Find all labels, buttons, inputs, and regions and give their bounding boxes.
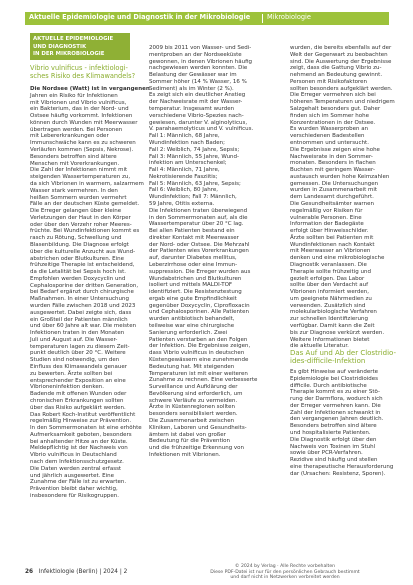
text-line: Wundinfektion nach Baden;	[149, 139, 225, 146]
text-line: Die Erreger vermehren sich bei	[290, 92, 376, 99]
text-line: austausch wurden hohe Keimzahlen	[290, 173, 390, 180]
text-line: verwenden. Zusätzlich sind	[290, 302, 366, 309]
text-line: suppression. Die Erreger wurden aus	[149, 268, 251, 275]
text-line: Information der Badegäste	[290, 221, 364, 228]
text-line: heißen Sommern wurden vermehrt	[30, 194, 127, 201]
text-line: entsprechender Exposition an eine	[30, 377, 126, 384]
text-line: sowie über PCR-Verfahren.	[290, 450, 363, 457]
text-line: Personen mit Risikofaktoren	[290, 78, 368, 85]
text-line: und jährlich ausgewertet. Eine	[30, 472, 114, 479]
text-line: Zunahme der Fälle ist zu erwarten.	[30, 479, 127, 486]
text-line: dar (Ursachen: Resistenz, Sporen).	[290, 470, 386, 477]
text-line: infektion am Unterschenkel;	[149, 160, 227, 167]
text-line: bis zur Diagnose verkürzt werden.	[290, 329, 385, 336]
text-line: vulnerable Personen. Eine	[290, 214, 362, 221]
text-line: Aufmerksamkeit geboten, besonders	[30, 431, 132, 438]
text-line: auf, darunter Diabetes mellitus,	[149, 255, 237, 262]
text-line: und über 60 Jahre alt war. Die meisten	[30, 323, 137, 330]
text-line: Fall 6: Weiblich, 80 Jahre,	[149, 187, 219, 194]
text-line: Besonders betroffen sind ältere	[290, 423, 377, 430]
text-line: ausgewertet. Dabei zeigte sich, dass	[30, 309, 132, 316]
text-line: insbesondere für Risikogruppen.	[30, 492, 119, 499]
text-line: temperatur. Insgesamt wurden	[149, 106, 235, 113]
header-separator	[262, 14, 263, 23]
text-line: nach dem Infektionsschutzgesetz.	[30, 458, 124, 465]
text-line: isoliert und mittels MALDI-TOF	[149, 282, 233, 289]
text-line: nachgewiesen werden konnten. Die	[149, 65, 248, 72]
text-line: gegenüber Doxycyclin, Ciprofloxacin	[149, 302, 250, 309]
text-line: Cephalosporine der dritten Generation,	[30, 282, 139, 289]
header-section: Mikrobiologie	[267, 13, 311, 21]
text-line: Bevölkerung sind erforderlich, um	[149, 390, 243, 397]
text-line: Ärzte sollten bei Patienten mit	[290, 234, 374, 241]
text-line: gewonnen, in denen Vibrionen häufig	[149, 58, 253, 65]
text-line: entnommen und untersucht.	[290, 139, 369, 146]
text-line: zeigt, dass die Gattung Vibrio zu-	[290, 65, 382, 72]
text-line: Studien sind notwendig, um den	[30, 357, 120, 364]
journal-citation: Infektiologie (Berlin) | 2024 | 2	[38, 569, 128, 575]
text-line: Vibrioneninfektion denken.	[30, 384, 104, 391]
text-line: Die Erreger gelangen über kleine	[30, 208, 122, 215]
text-line: mit Meerwasser an Vibrionen	[290, 248, 371, 255]
text-line: Vibrio vulnificus in Deutschland	[30, 452, 117, 459]
text-line: Wundabstrichen und Blutkulturen	[149, 275, 242, 282]
text-line: bei Bedarf ergänzt durch chirurgische	[30, 289, 134, 296]
subheading-line: ides-difficile-Infektion	[290, 357, 366, 365]
text-line: besonders sensibilisiert werden.	[149, 411, 238, 418]
text-line: Es zeigt sich ein deutlicher Anstieg	[149, 92, 246, 99]
text-line: rasch zu Rötung, Schwellung und	[30, 235, 122, 242]
text-line: ergab eine gute Empfindlichkeit	[149, 295, 237, 302]
copyright-credit	[185, 564, 385, 581]
text-line: Wassertemperatur über 20 °C lag.	[149, 221, 244, 228]
text-line: Maßnahmen. In einer Untersuchung	[30, 296, 129, 303]
text-column-3-continued	[290, 369, 393, 478]
text-line: Diagnostik veranlassen. Die	[290, 262, 367, 268]
text-line: frühzeitige Therapie ist entscheidend,	[30, 262, 135, 269]
text-line: über das Risiko aufgeklärt werden.	[30, 404, 126, 411]
text-line: nehmend an Bedeutung gewinnt.	[290, 72, 383, 79]
text-line: Menschen mit Vorerkrankungen.	[30, 160, 120, 167]
text-line: der Nachweisrate mit der Wasser-	[149, 99, 243, 106]
text-line: Belastung der Gewässer war im	[149, 72, 237, 79]
text-column-2	[149, 45, 257, 459]
article-title-line: sches Risiko des Klimawandels?	[30, 72, 136, 80]
text-line: Fälle an der deutschen Küste gemeldet.	[30, 201, 140, 208]
text-line: Die Gesundheitsämter warnen	[290, 200, 374, 207]
text-line: früchte. Bei Wundinfektionen kommt es	[30, 228, 140, 235]
text-line: Ärzte in Küstenregionen sollten	[149, 404, 235, 411]
text-line: monaten. Besonders in flachen	[290, 160, 376, 167]
text-line: verfügbar. Damit kann die Zeit	[290, 323, 375, 330]
text-line: Buchten mit geringem Wasser-	[290, 167, 375, 174]
text-line: Zahl der Infektionen schwankt in	[290, 409, 381, 416]
text-line: sind. Die Auswertung der Ergebnisse	[290, 58, 392, 65]
text-line: die aktuelle Literatur.	[290, 343, 349, 350]
section-label-box	[30, 33, 130, 60]
text-line: verschiedenen Badestellen	[290, 133, 365, 140]
text-line: Verletzungen der Haut in den Körper	[30, 214, 131, 221]
text-line: Infektionen mit Vibrionen.	[149, 451, 221, 458]
text-line: Verläufen kommen (Sepsis, Nekrose).	[30, 147, 134, 154]
text-line: Epidemiologie bei Clostridioides	[290, 375, 379, 382]
text-line: Wundinfektion; Fall 7: Männlich,	[149, 194, 237, 201]
text-line: denken und eine mikrobiologische	[290, 255, 385, 262]
page-header-bar	[25, 12, 389, 25]
text-line: Sediment) als im Winter (2 %).	[149, 85, 234, 92]
text-line: Temperaturen ist mit einer weiteren	[149, 370, 248, 377]
text-line: oder über den Verzehr roher Meeres-	[30, 221, 132, 228]
text-line: Sommer höher (14 % Wasser, 16 %	[149, 78, 247, 85]
text-line: eine therapeutische Herausforderung	[290, 463, 394, 470]
article-title-line: Vibrio vulnificus - infektiologi-	[30, 64, 128, 72]
text-line: Surveillance und Aufklärung der	[149, 384, 238, 391]
text-line: regelmäßig Hinweise zur Prävention.	[30, 418, 132, 425]
text-line: Weitere Informationen bietet	[290, 336, 370, 343]
text-line: der Erreger vermehren kann. Die	[290, 402, 381, 409]
text-line: Sanierung erforderlich. Zwei	[149, 329, 228, 336]
text-line: Meldepflichtig ist der Nachweis von	[30, 445, 128, 452]
text-line: erfolgt über Hinweisschilder.	[290, 228, 369, 235]
text-line: gewiesen, darunter V. alginolyticus,	[149, 119, 248, 126]
text-line: Die Zahl der Infektionen nimmt mit	[30, 167, 128, 174]
text-line: temperaturen lagen zu diesem Zeit-	[30, 343, 130, 350]
text-line: mit Lebererkrankungen oder	[30, 133, 109, 140]
text-line: und hospitalisierte Patienten.	[290, 430, 371, 437]
text-line: Leberzirrhose oder eine Immun-	[149, 262, 238, 268]
text-line: Kliniken, Laboren und Gesundheits-	[149, 424, 247, 431]
text-line: Besonders betroffen sind ältere	[30, 153, 117, 160]
text-line: Die Zusammenarbeit zwischen	[149, 417, 235, 424]
text-line: bei anhaltender Hitze an der Küste.	[30, 438, 128, 445]
text-line: und die frühzeitige Erkennung von	[149, 445, 245, 452]
text-line: Die Daten werden zentral erfasst	[30, 465, 122, 472]
text-line: Die Infektionen traten überwiegend	[149, 207, 248, 214]
text-line: gemessen. Die Untersuchungen	[290, 180, 379, 187]
text-line: zur schnellen Identifizierung	[290, 316, 368, 323]
text-line: um geeignete Nährmedien zu	[290, 295, 372, 302]
text-line: Bedeutung für die Prävention	[149, 438, 230, 445]
text-line: Therapie kommt es zu einer Stö-	[290, 389, 380, 396]
text-line: und Cephalosporinen. Alle Patienten	[149, 309, 250, 316]
text-line: ein Großteil der Patienten männlich	[30, 316, 128, 323]
text-line: Fall 3: Männlich, 55 Jahre, Wund-	[149, 153, 240, 160]
text-line: Nekrotisierende Fasziitis;	[149, 173, 218, 180]
text-line: Küstengewässern eine zunehmende	[149, 356, 249, 363]
credit-line: und darf nicht in Netzwerken verbreitet werden	[230, 575, 340, 581]
text-line: identifiziert. Die Resistenztestung	[149, 289, 242, 296]
text-line: Ostsee häufig vorkommt. Infektionen	[30, 113, 133, 120]
text-line: in den Sommermonaten auf, als die	[149, 214, 248, 221]
page-number: 26	[25, 569, 34, 575]
text-line: wurden antibiotisch behandelt,	[149, 316, 235, 323]
text-line: schwere Verläufe zu vermeiden.	[149, 397, 238, 404]
text-line: Infektionen traten in den Monaten	[30, 330, 125, 337]
text-line: mentproben an der Nordseeküste	[149, 51, 242, 58]
text-line: Welt der Gegenwart zu beobachten	[290, 51, 388, 58]
text-line: rung der Darmflora, wodurch sich	[290, 396, 383, 403]
text-line: 59 Jahre, Otitis externa.	[149, 200, 215, 207]
text-line: Wundinfektionen nach Kontakt	[290, 241, 375, 248]
section-label-line: AKTUELLE EPIDEMIOLOGIE	[33, 36, 114, 42]
text-line: gezielt erfolgen. Das Labor	[290, 275, 365, 282]
text-line: difficile. Durch antibiotische	[290, 382, 367, 389]
section-label-line: IN DER MIKROBIOLOGIE	[33, 51, 105, 57]
text-line: den vergangenen Jahren deutlich.	[290, 416, 384, 423]
text-line: Fall 5: Männlich, 63 Jahre, Sepsis;	[149, 180, 241, 187]
text-line: der Patienten wies Vorerkrankungen	[149, 248, 249, 255]
text-line: Bei allen Patienten bestand ein	[149, 228, 235, 235]
page-footer	[25, 569, 127, 575]
text-line: Prävention bleibt daher wichtig,	[30, 486, 118, 493]
text-line: dass Vibrio vulnificus in deutschen	[149, 350, 245, 357]
text-line: Die Ergebnisse zeigen eine hohe	[290, 146, 380, 153]
text-column-3	[290, 45, 395, 350]
text-line: Es gibt Hinweise auf veränderte	[290, 369, 379, 375]
text-line: sollten besonders aufgeklärt werden.	[290, 85, 393, 92]
section-label-line: UND DIAGNOSTIK	[33, 43, 87, 50]
text-line: Salzgehalt besonders gut. Daher	[290, 106, 381, 113]
text-line: sollte über den Verdacht auf	[290, 282, 369, 289]
text-line: Fall 4: Männlich, 71 Jahre,	[149, 167, 220, 174]
text-line: wurden, die bereits ebenfalls auf der	[290, 45, 392, 51]
text-line: über die kulturelle Anzucht aus Wund-	[30, 248, 136, 255]
text-line: Patienten verstarben an den Folgen	[149, 336, 248, 343]
text-line: Das Robert Koch-Institut veröffentlicht	[30, 411, 136, 418]
text-line: Nachweis von Toxinen im Stuhl	[290, 443, 376, 450]
text-line: Einfluss des Klimawandels genauer	[30, 364, 128, 371]
text-line: übertragen werden. Bei Personen	[30, 126, 123, 133]
text-line: Die Diagnostik erfolgt über den	[290, 436, 377, 443]
text-line: regelmäßig vor Risiken für	[290, 207, 363, 214]
text-line: ein Bakterium, das in der Nord- und	[30, 106, 129, 113]
text-line: Rezidive sind häufig und stellen	[290, 457, 378, 464]
text-line: finden sich im Sommer hohe	[290, 112, 370, 119]
credit-line: Diese PDF-Datei ist nur für den persönlichen Gebrauch bestimmt	[210, 569, 360, 575]
text-line: Juli und August auf. Die Wasser-	[30, 336, 118, 343]
text-line: wurden Fälle zwischen 2018 und 2023	[30, 303, 136, 309]
text-line: Wasser stark vermehren. In den	[30, 187, 118, 194]
text-line: Zunahme zu rechnen. Eine verbesserte	[149, 377, 258, 384]
text-line: dem Landesamt durchgeführt.	[290, 194, 374, 201]
text-line: Die Nordsee (Watt) ist in vergangenen	[30, 86, 150, 92]
text-line: Konzentrationen in der Ostsee.	[290, 119, 376, 126]
text-line: chronischen Erkrankungen sollten	[30, 397, 124, 404]
text-line: Fall 2: Weiblich, 74 Jahre, Sepsis;	[149, 146, 240, 153]
text-line: Jahren ein Risiko für Infektionen	[30, 92, 118, 99]
text-line: Immunschwäche kann es zu schweren	[30, 140, 136, 147]
text-line: In den Sommermonaten ist eine erhöhte	[30, 425, 142, 432]
text-line: Bedeutung hat. Mit steigenden	[149, 363, 235, 370]
text-line: Empfohlen werden Doxycyclin und	[30, 275, 126, 282]
text-line: können durch Wunden mit Meerwasser	[30, 119, 138, 126]
text-line: V. parahaemolyticus und V. vulnificus.	[149, 126, 254, 133]
header-title: Aktuelle Epidemiologie und Diagnostik in der Mikrobiologie	[29, 13, 251, 21]
text-line: Vibrionen informiert werden,	[290, 289, 369, 296]
text-line: punkt deutlich über 20 °C. Weitere	[30, 350, 126, 357]
text-column-1	[30, 86, 150, 500]
subheading-line: Das Auf und Ab der Clostridio-	[290, 349, 396, 357]
text-line: steigenden Wassertemperaturen zu,	[30, 174, 131, 181]
text-line: mit Vibrionen und Vibrio vulnificus,	[30, 99, 127, 106]
text-line: Fall 1: Männlich, 68 Jahre,	[149, 133, 220, 140]
text-line: da sich Vibrionen in warmem, salzarmem	[30, 180, 144, 187]
text-line: da die Letalität bei Sepsis hoch ist.	[30, 269, 127, 276]
text-line: ämtern ist dabei von großer	[149, 431, 226, 438]
text-line: direkter Kontakt mit Meerwasser	[149, 234, 239, 241]
text-line: 2009 bis 2011 von Wasser- und Sedi-	[149, 45, 252, 51]
text-line: höheren Temperaturen und niedrigem	[290, 99, 395, 106]
text-line: Therapie sollte frühzeitig und	[290, 268, 371, 275]
text-line: wurden in Zusammenarbeit mit	[290, 187, 378, 194]
text-line: der Infektion. Die Ergebnisse zeigen,	[149, 343, 251, 350]
text-line: Blasenbildung. Die Diagnose erfolgt	[30, 241, 129, 248]
text-line: verschiedene Vibrio-Spezies nach-	[149, 112, 244, 119]
text-line: molekularbiologische Verfahren	[290, 309, 377, 316]
text-line: Badende mit offenen Wunden oder	[30, 391, 127, 398]
text-line: Es wurden Wasserproben an	[290, 126, 369, 133]
text-line: der Nord- oder Ostsee. Die Mehrzahl	[149, 241, 250, 248]
text-line: zu bewerten. Ärzte sollten bei	[30, 370, 113, 377]
text-line: teilweise war eine chirurgische	[149, 323, 235, 330]
text-line: abstrichen oder Blutkulturen. Eine	[30, 255, 125, 262]
text-line: Nachweisrate in den Sommer-	[290, 153, 373, 160]
credit-line: © 2024 by Verlag · Alle Rechte vorbehalten	[234, 564, 336, 569]
